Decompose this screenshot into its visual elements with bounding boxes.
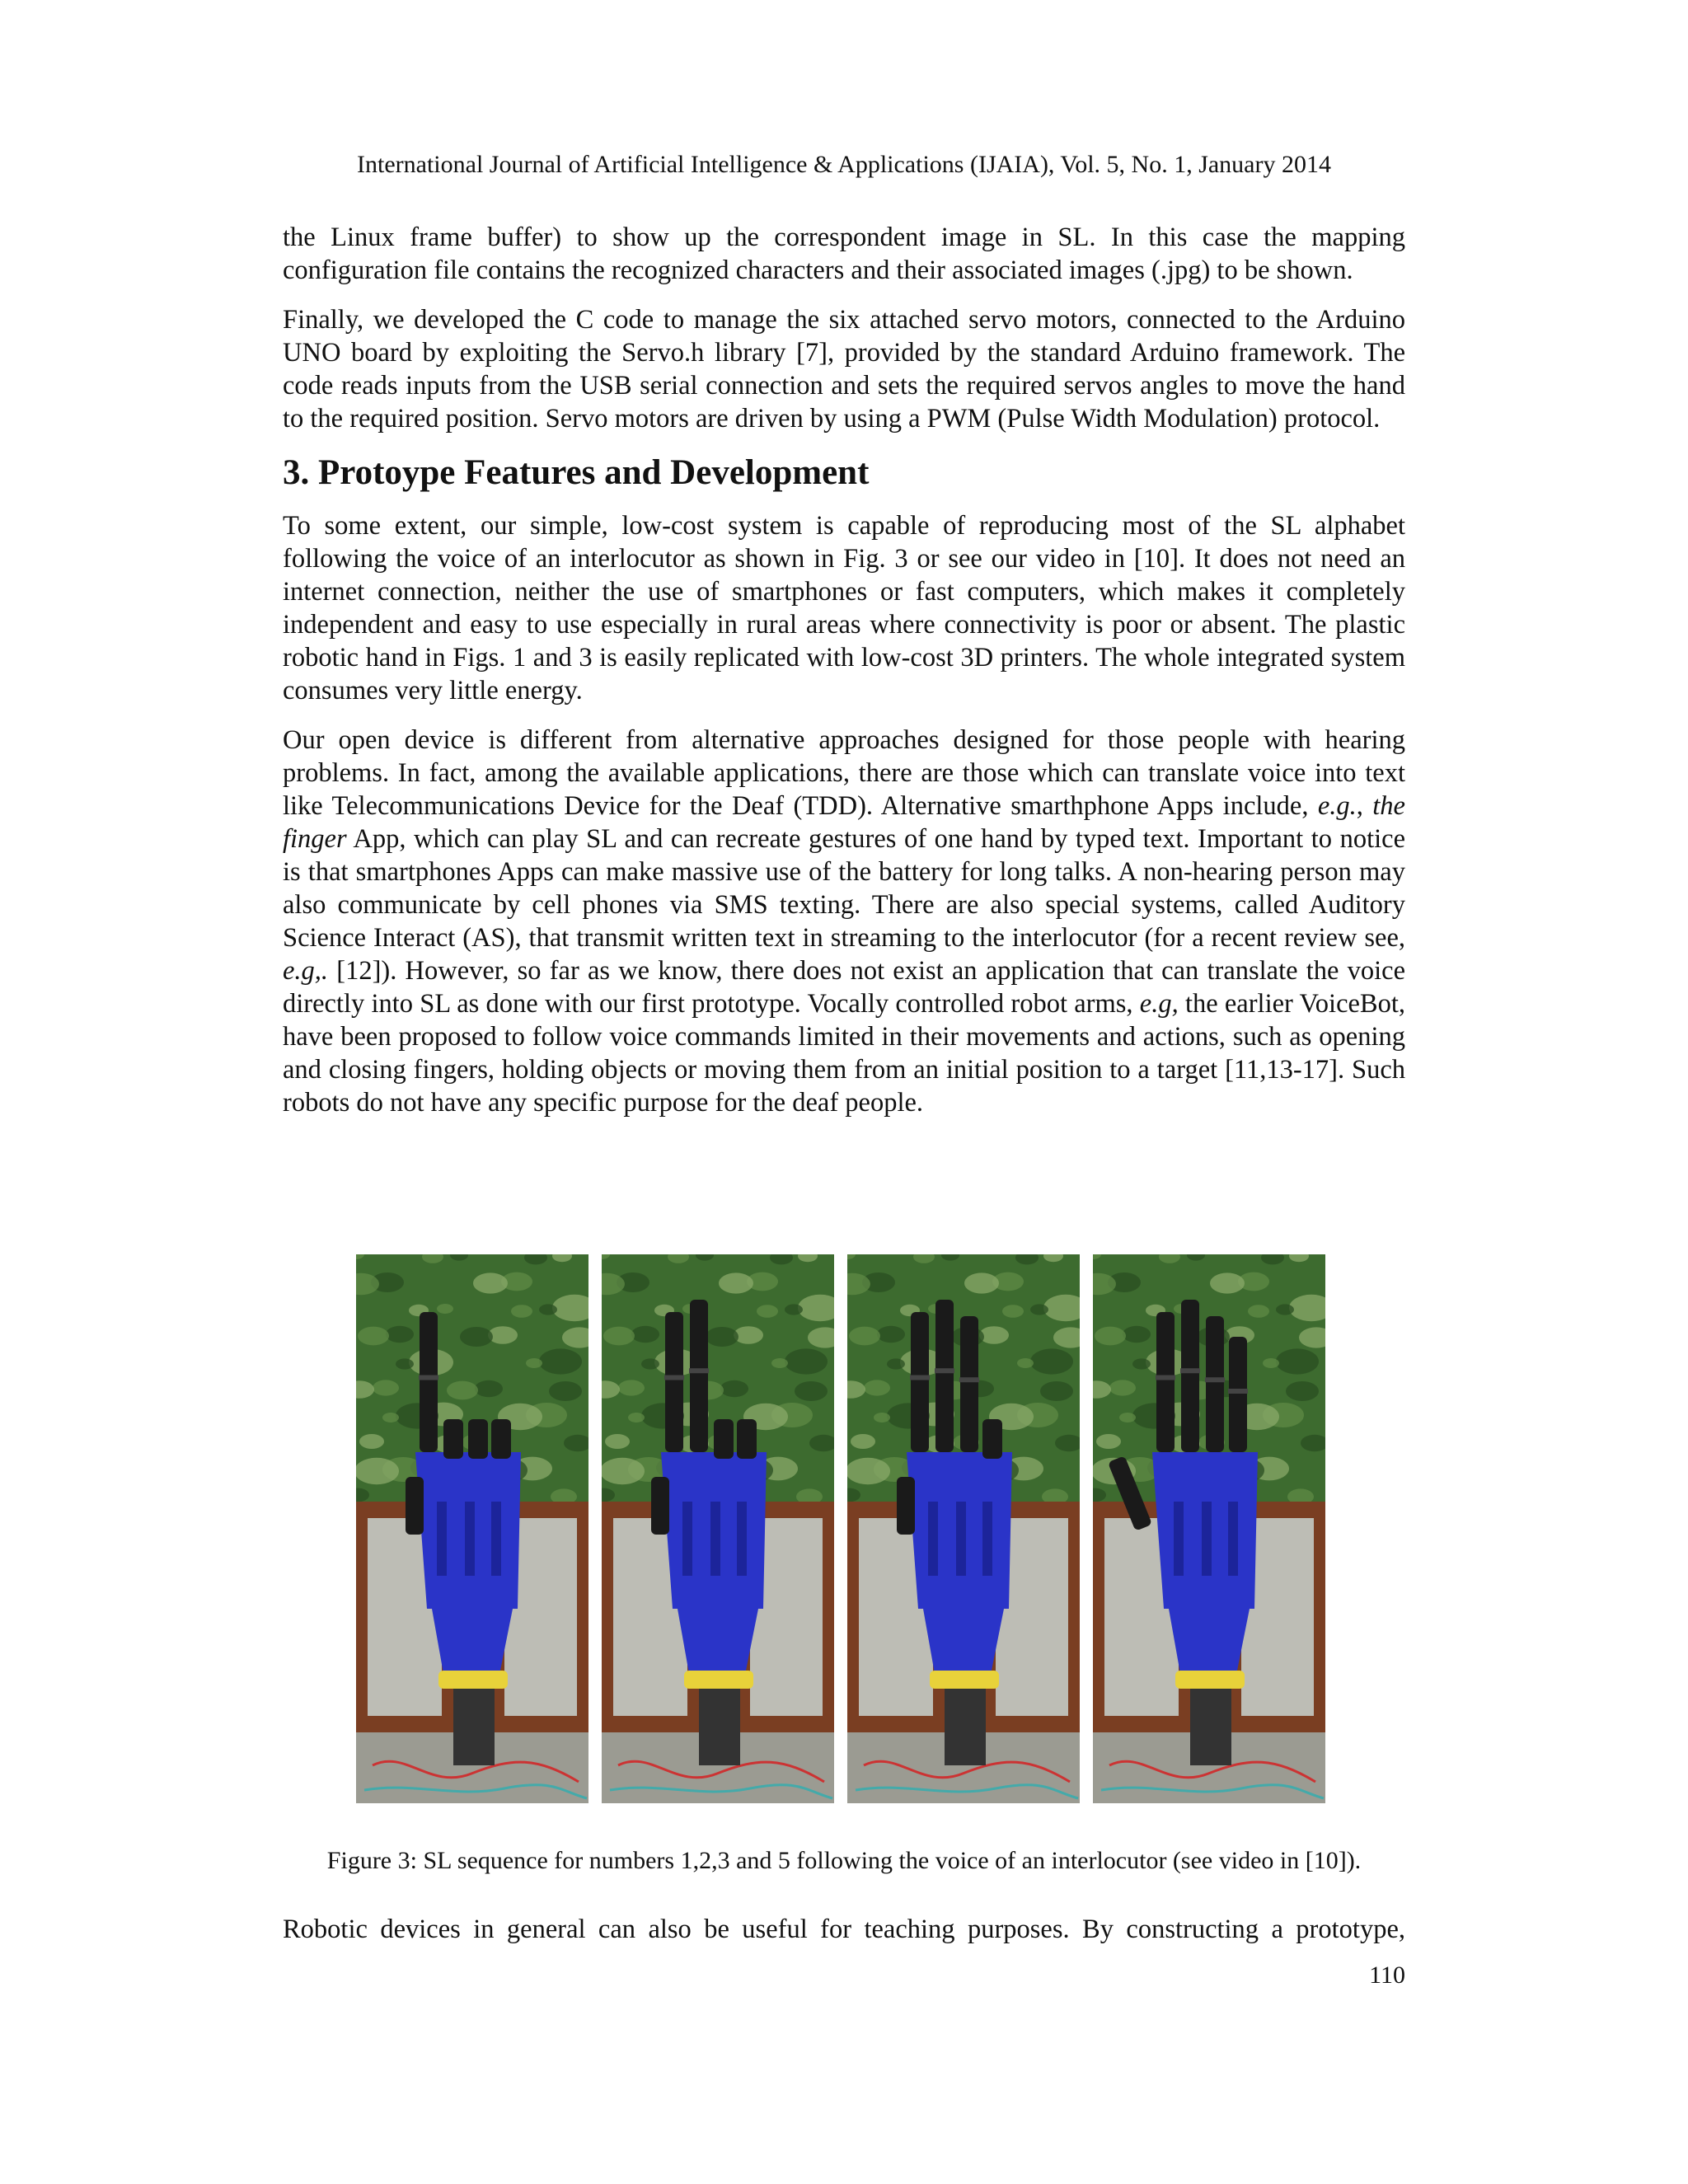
italic-eg: e.g,. — [283, 956, 329, 986]
photo-sign-5 — [1093, 1254, 1325, 1803]
photo-sign-1 — [356, 1254, 588, 1803]
italic-eg: e.g, — [1139, 989, 1179, 1019]
italic-app-name: the finger — [283, 791, 1405, 854]
paragraph: Finally, we developed the C code to manage the six attached servo motors, connected to the Arduino UNO board by exploiting the Servo.h library [7], provided by the standard Arduino framework. The code reads inputs from the USB serial connection and sets the required servos angles to move the hand to the required position. Servo motors are driven by using a PWM (Pulse Width Modulation) protocol. — [283, 305, 1405, 434]
paragraph-last-line: Robotic devices in general can also be useful for teaching purposes. By constructing a prototype, — [283, 1915, 1405, 1944]
paragraph — [283, 724, 1405, 1119]
photo-sign-3 — [847, 1254, 1080, 1803]
page-number: 110 — [1369, 1961, 1405, 1989]
text-run: [12]). However, so far as we know, there does not exist an application that can translate the voice directly into SL as done with our first prototype. Vocally controlled robot arms, — [283, 956, 1405, 1019]
section-heading: 3. Protoype Features and Development — [283, 453, 870, 492]
text-run: Our open device is different from alternative approaches designed for those people with hearing problems. In fact, among the available applications, there are those which can translate voice into text like Telecommunications Device for the Deaf (TDD). Alternative smarthphone Apps include, — [283, 725, 1405, 821]
text-run: App, which can play SL and can recreate gestures of one hand by typed text. Important to notice is that smartphones Apps can make massive use of the battery for long talks. A non-hearing person may also communicate by cell phones via SMS texting. There are also special systems, called Auditory Science Interact (AS), that transmit written text in streaming to the interlocutor (for a recent review see, — [283, 824, 1405, 953]
photo-sign-2 — [602, 1254, 834, 1803]
figure-caption: Figure 3: SL sequence for numbers 1,2,3 and 5 following the voice of an interlocutor (see video in [10]). — [326, 1847, 1362, 1874]
paragraph: To some extent, our simple, low-cost system is capable of reproducing most of the SL alphabet following the voice of an interlocutor as shown in Fig. 3 or see our video in [10]. It does not need an internet connection, neither the use of smartphones or fast computers, which makes it completely independent and easy to use especially in rural areas where connectivity is poor or absent. The plastic robotic hand in Figs. 1 and 3 is easily replicated with low-cost 3D printers. The whole integrated system consumes very little energy. — [283, 511, 1405, 705]
paragraph: the Linux frame buffer) to show up the correspondent image in SL. In this case the mapping configuration file contains the recognized characters and their associated images (.jpg) to be shown. — [283, 223, 1405, 285]
running-header: International Journal of Artificial Intelligence & Applications (IJAIA), Vol. 5, No. 1, January 2014 — [357, 151, 1331, 178]
text-run: the earlier VoiceBot, have been proposed to follow voice commands limited in their movements and actions, such as opening and closing fingers, holding objects or moving them from an initial position to a target [11,13-17]. Such robots do not have any specific purpose for the deaf people. — [283, 989, 1405, 1118]
italic-eg: e.g. — [1317, 791, 1357, 821]
text-run: , — [1356, 791, 1373, 821]
figure-3 — [356, 1254, 1329, 1803]
article-body — [283, 221, 1405, 1136]
